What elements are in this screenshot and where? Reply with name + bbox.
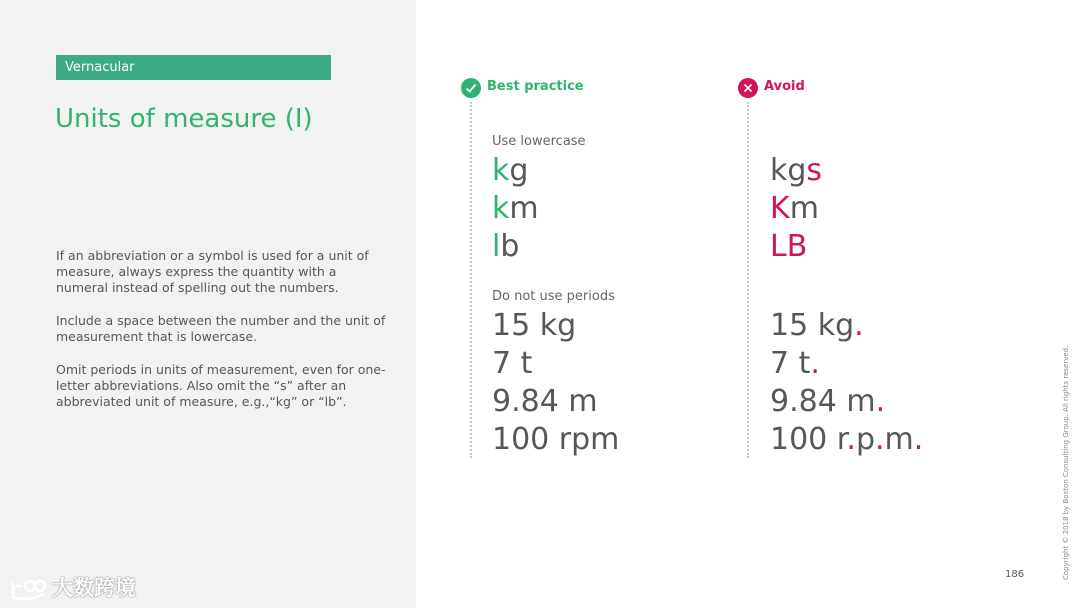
- watermark-text: 大数跨境: [52, 576, 136, 600]
- dotted-divider: [747, 102, 749, 458]
- body-paragraph-2: Include a space between the number and the unit of measurement that is lowercase.: [56, 313, 386, 344]
- left-panel: [0, 0, 416, 608]
- unit-example: km: [492, 191, 539, 226]
- unit-example: LB: [770, 229, 808, 264]
- page-number: 186: [1005, 569, 1025, 580]
- number-example: 15 kg.: [770, 308, 864, 343]
- cross-icon: [738, 78, 758, 98]
- unit-example: kgs: [770, 153, 823, 188]
- watermark: [10, 572, 136, 602]
- number-example: 7 t.: [770, 346, 820, 381]
- unit-example: lb: [492, 229, 520, 264]
- dotted-divider: [470, 102, 472, 458]
- slide-title: Units of measure (I): [55, 104, 313, 134]
- copyright-notice: Copyright © 2018 by Boston Consulting Group. All rights reserved.: [1062, 345, 1070, 580]
- section-tag: Vernacular: [56, 55, 331, 80]
- number-example: 9.84 m: [492, 384, 598, 419]
- number-example: 100 rpm: [492, 422, 620, 457]
- body-paragraph-1: If an abbreviation or a symbol is used for a unit of measure, always express the quantity with a numeral instead of spelling out the numbers.: [56, 248, 369, 295]
- number-example: 7 t: [492, 346, 533, 381]
- check-icon: [461, 78, 481, 98]
- number-example: 15 kg: [492, 308, 577, 343]
- body-paragraph-3: Omit periods in units of measurement, even for one-letter abbreviations. Also omit the “s” after an abbreviated unit of measure, e.g.,“kg” or “lb”.: [56, 362, 386, 409]
- best-practice-label: Best practice: [487, 79, 584, 94]
- unit-example: Km: [770, 191, 819, 226]
- watermark-logo-icon: [10, 578, 46, 600]
- subheading-lowercase: Use lowercase: [492, 134, 586, 149]
- avoid-label: Avoid: [764, 79, 805, 94]
- unit-example: kg: [492, 153, 529, 188]
- number-example: 9.84 m.: [770, 384, 886, 419]
- subheading-periods: Do not use periods: [492, 289, 615, 304]
- number-example: 100 r.p.m.: [770, 422, 924, 457]
